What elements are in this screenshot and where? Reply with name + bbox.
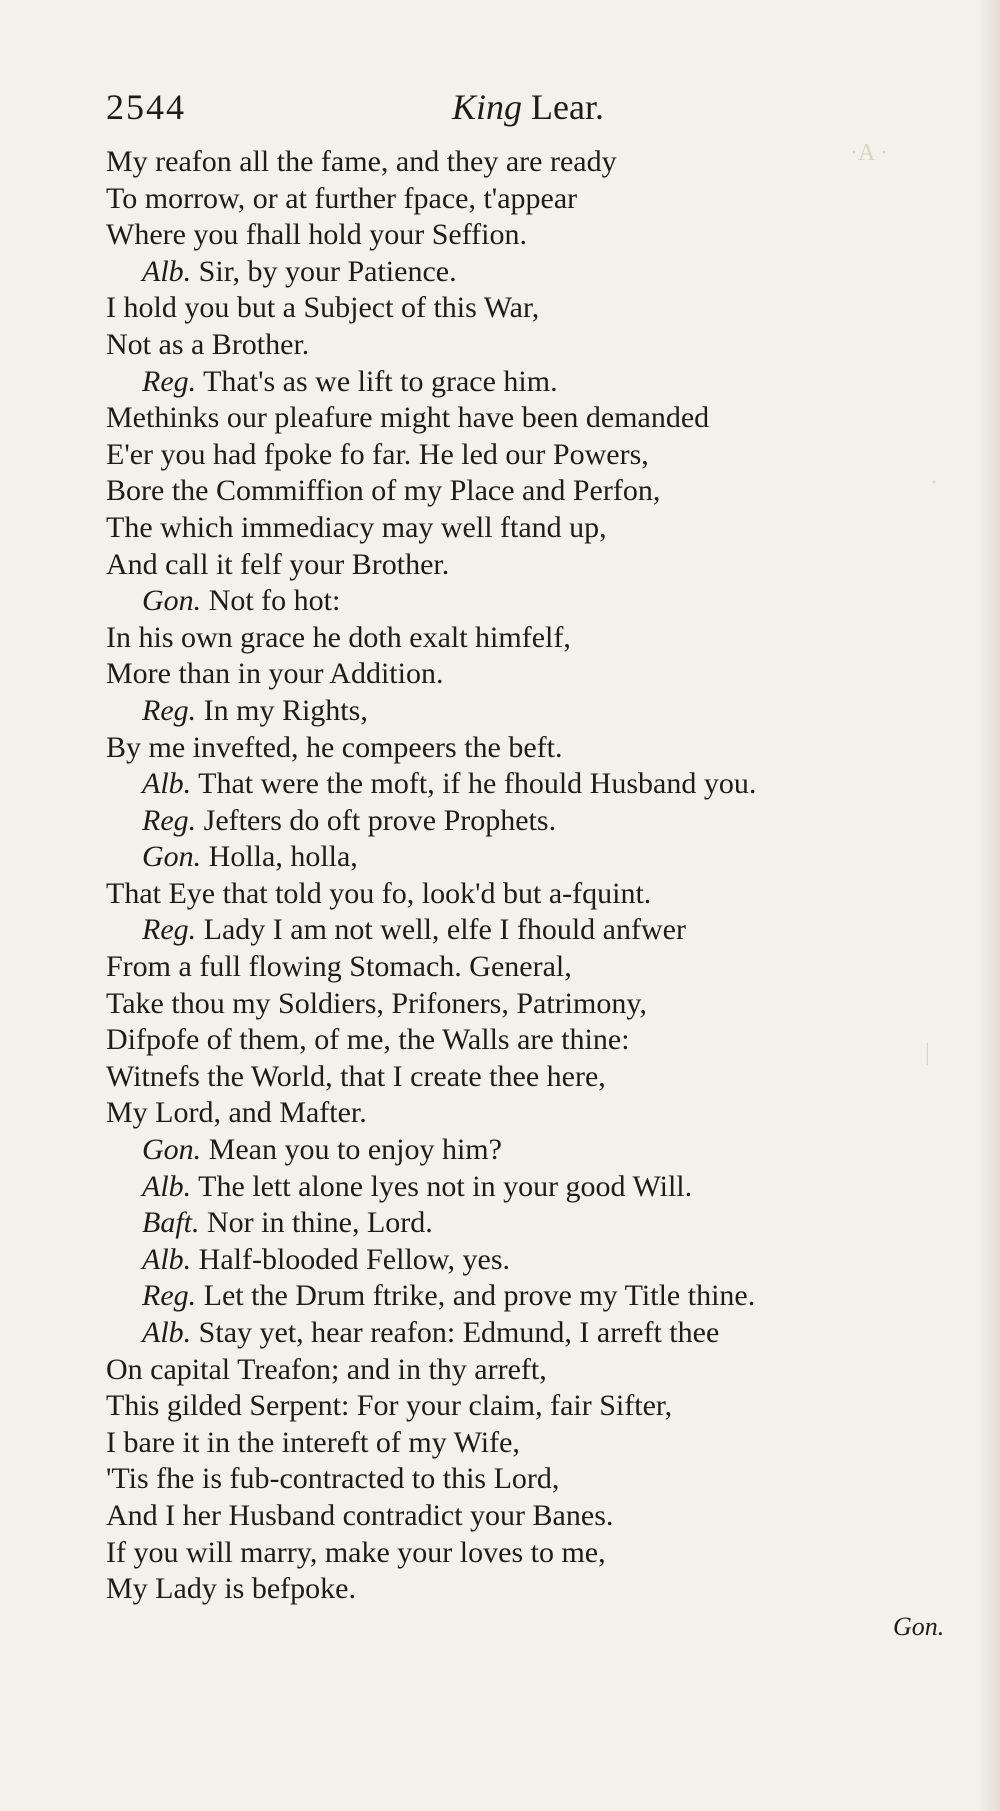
text-line bbox=[106, 547, 956, 584]
running-title: King Lear. bbox=[452, 87, 604, 127]
speaker-prefix: Reg. bbox=[142, 364, 197, 398]
speaker-prefix: Alb. bbox=[142, 767, 192, 801]
text-line bbox=[106, 583, 956, 620]
speaker-prefix: Alb. bbox=[142, 254, 192, 288]
speaker-prefix: Baft. bbox=[142, 1206, 200, 1240]
catchword: Gon. bbox=[893, 1612, 945, 1641]
line-text: I bare it in the intereft of my Wife, bbox=[106, 1425, 520, 1459]
bleed-through-mark: | bbox=[925, 1040, 930, 1066]
text-line bbox=[106, 437, 956, 474]
text-line bbox=[106, 327, 956, 364]
line-text: Mean you to enjoy him? bbox=[208, 1133, 502, 1167]
line-text: Where you fhall hold your Seffion. bbox=[106, 218, 528, 252]
line-text: My Lady is befpoke. bbox=[106, 1572, 356, 1606]
text-line bbox=[106, 400, 956, 437]
text-line bbox=[106, 510, 956, 547]
text-line bbox=[106, 1571, 956, 1608]
text-line bbox=[106, 1169, 956, 1206]
line-text: This gilded Serpent: For your claim, fair Sifter, bbox=[106, 1389, 673, 1423]
text-line bbox=[106, 1132, 956, 1169]
text-line bbox=[106, 217, 956, 254]
line-text: Difpofe of them, of me, the Walls are thine: bbox=[106, 1023, 630, 1057]
line-text: From a full flowing Stomach. General, bbox=[106, 950, 572, 984]
text-line bbox=[106, 181, 956, 218]
text-line bbox=[106, 290, 956, 327]
text-line bbox=[106, 839, 956, 876]
text-line bbox=[106, 766, 956, 803]
text-line bbox=[106, 949, 956, 986]
line-text: More than in your Addition. bbox=[106, 657, 444, 691]
bleed-through-mark: · bbox=[930, 470, 938, 496]
text-line bbox=[106, 1535, 956, 1572]
text-line bbox=[106, 912, 956, 949]
line-text: Methinks our pleafure might have been demanded bbox=[106, 401, 710, 435]
speaker-prefix: Alb. bbox=[142, 1242, 192, 1276]
page-edge-shadow bbox=[978, 0, 1000, 1811]
text-line bbox=[106, 656, 956, 693]
text-line bbox=[106, 254, 956, 291]
speaker-prefix: Gon. bbox=[142, 584, 202, 618]
text-line bbox=[106, 1242, 956, 1279]
line-text: In my Rights, bbox=[203, 693, 368, 727]
text-line bbox=[106, 144, 956, 181]
text-line bbox=[106, 1498, 956, 1535]
line-text: If you will marry, make your loves to me, bbox=[106, 1535, 606, 1569]
text-line bbox=[106, 1095, 956, 1132]
line-text: The lett alone lyes not in your good Will. bbox=[198, 1169, 693, 1203]
line-text: Witnefs the World, that I create thee here, bbox=[106, 1059, 606, 1093]
text-line bbox=[106, 1315, 956, 1352]
line-text: Take thou my Soldiers, Prifoners, Patrimony, bbox=[106, 986, 647, 1020]
text-line bbox=[106, 1059, 956, 1096]
line-text: Not as a Brother. bbox=[106, 327, 310, 361]
play-text bbox=[106, 144, 956, 1608]
text-line bbox=[106, 1425, 956, 1462]
line-text: And call it felf your Brother. bbox=[106, 547, 450, 581]
speaker-prefix: Reg. bbox=[142, 1279, 197, 1313]
text-line bbox=[106, 620, 956, 657]
line-text: And I her Husband contradict your Banes. bbox=[106, 1498, 614, 1532]
text-line bbox=[106, 803, 956, 840]
text-line bbox=[106, 1278, 956, 1315]
line-text: Sir, by your Patience. bbox=[198, 254, 457, 288]
line-text: By me invefted, he compeers the beft. bbox=[106, 730, 563, 764]
line-text: I hold you but a Subject of this War, bbox=[106, 291, 540, 325]
line-text: Lady I am not well, elfe I fhould anfwer bbox=[203, 913, 686, 947]
text-line bbox=[106, 1022, 956, 1059]
line-text: To morrow, or at further fpace, t'appear bbox=[106, 181, 578, 215]
page-header bbox=[106, 82, 646, 132]
speaker-prefix: Alb. bbox=[142, 1316, 192, 1349]
text-line bbox=[106, 730, 956, 767]
text-line bbox=[106, 1205, 956, 1242]
line-text: In his own grace he doth exalt himfelf, bbox=[106, 620, 571, 654]
text-line bbox=[106, 876, 956, 913]
line-text: On capital Treafon; and in thy arreft, bbox=[106, 1352, 547, 1386]
text-line bbox=[106, 1352, 956, 1389]
line-text: That's as we lift to grace him. bbox=[203, 364, 558, 398]
line-text: The which immediacy may well ftand up, bbox=[106, 510, 607, 544]
bleed-through-mark: ·A · bbox=[850, 140, 888, 166]
speaker-prefix: Gon. bbox=[142, 1133, 202, 1167]
line-text: My reafon all the fame, and they are ready bbox=[106, 145, 617, 178]
speaker-prefix: Reg. bbox=[142, 803, 197, 837]
line-text: Jefters do oft prove Prophets. bbox=[203, 803, 557, 837]
line-text: E'er you had fpoke fo far. He led our Powers, bbox=[106, 437, 649, 471]
line-text: Half-blooded Fellow, yes. bbox=[198, 1242, 510, 1276]
line-text: Bore the Commiffion of my Place and Perfon, bbox=[106, 474, 661, 508]
line-text: That were the moft, if he fhould Husband you. bbox=[198, 767, 757, 801]
line-text: 'Tis fhe is fub-contracted to this Lord, bbox=[106, 1462, 560, 1496]
line-text: Holla, holla, bbox=[208, 840, 358, 874]
text-line bbox=[106, 1388, 956, 1425]
page-number: 2544 bbox=[106, 87, 186, 127]
line-text: Stay yet, hear reafon: Edmund, I arreft thee bbox=[198, 1316, 720, 1349]
text-line bbox=[106, 693, 956, 730]
speaker-prefix: Reg. bbox=[142, 913, 197, 947]
line-text: My Lord, and Mafter. bbox=[106, 1096, 367, 1130]
text-line bbox=[106, 986, 956, 1023]
text-line bbox=[106, 1461, 956, 1498]
line-text: That Eye that told you fo, look'd but a-fquint. bbox=[106, 876, 652, 910]
line-text: Let the Drum ftrike, and prove my Title thine. bbox=[203, 1279, 756, 1313]
line-text: Nor in thine, Lord. bbox=[207, 1206, 433, 1240]
line-text: Not fo hot: bbox=[208, 584, 341, 618]
speaker-prefix: Alb. bbox=[142, 1169, 192, 1203]
speaker-prefix: Gon. bbox=[142, 840, 202, 874]
speaker-prefix: Reg. bbox=[142, 693, 197, 727]
text-line bbox=[106, 364, 956, 401]
text-line bbox=[106, 473, 956, 510]
